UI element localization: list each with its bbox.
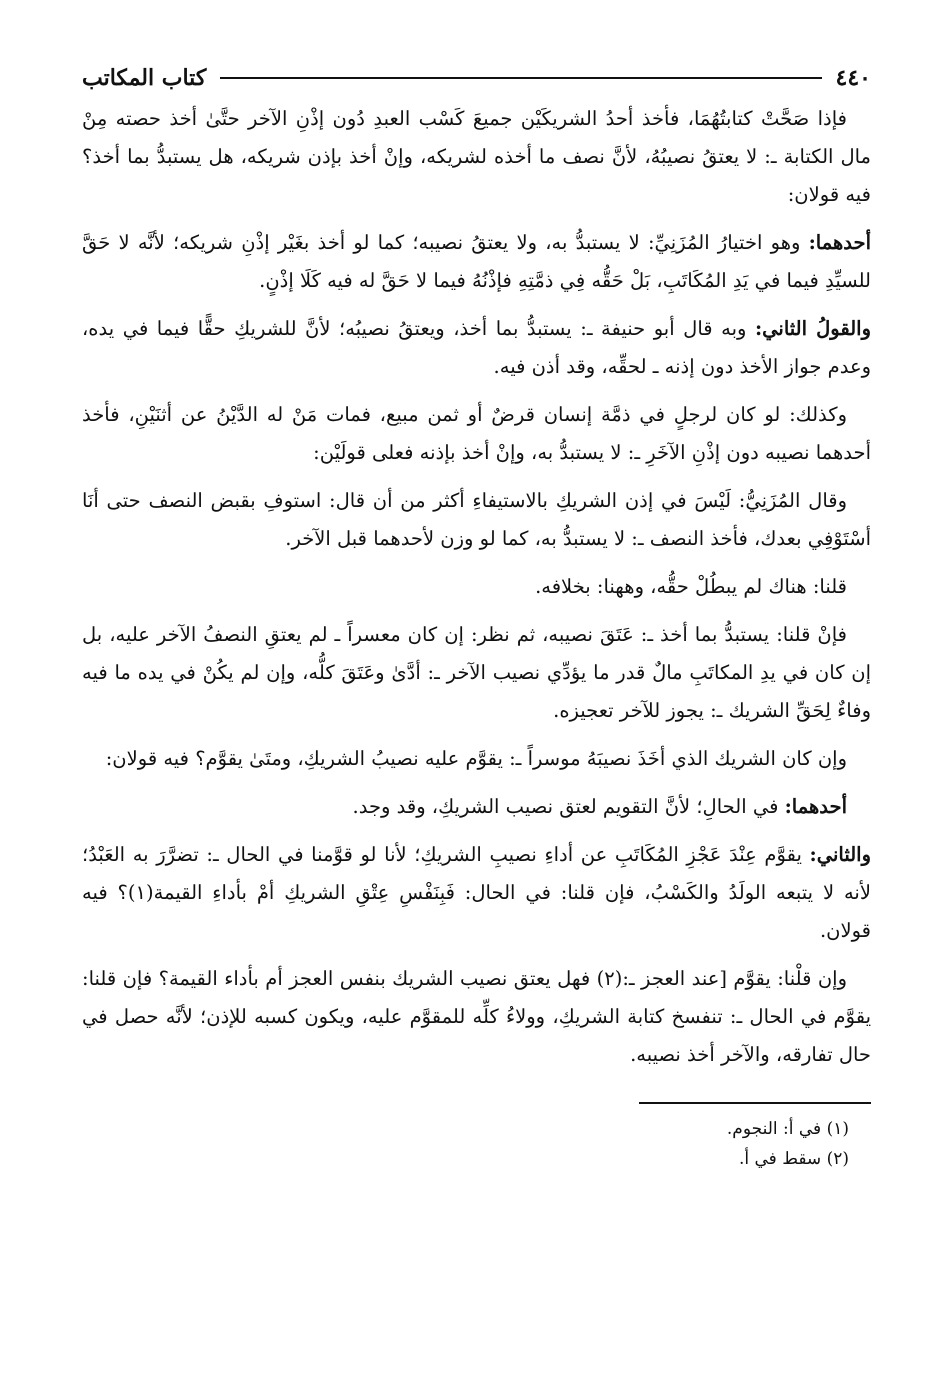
paragraph: [82, 396, 871, 472]
paragraph-text: وهو اختيارُ المُزَنِيِّ: لا يستبدُّ به، ولا يعتقُ نصيبه؛ كما لو أخذ بغَيْر إذْنِ شريكه؛ لأنَّه لا حَقَّ للسيِّدِ فيما في يَدِ المُكَاتَبِ، بَلْ حَقُّه فِي ذمَّتِهِ فإذْنُهُ فيما لا حَقَّ له فيه كَلَا إذْنٍ.: [82, 231, 871, 292]
paragraph-text: يقوَّم عِنْدَ عَجْزِ المُكَاتَبِ عن أداءِ نصيبِ الشريكِ؛ لأنا لو قوَّمنا في الحال ـ: تضرَّرَ به العَبْدُ؛ لأنه لا يتبعه الولَدُ والكَسْبُ، فإن قلنا: في الحال: فَبِنَفْسِ عِتْقِ الشريكِ أمْ بأداءِ القيمة(١)؟ فيه قولان.: [82, 843, 871, 942]
paragraph: [82, 310, 871, 386]
paragraph-lead: أحدهما:: [808, 231, 871, 254]
book-title: كتاب المكاتب: [82, 65, 207, 91]
footnote: (٢) سقط في أ.: [738, 1149, 849, 1169]
paragraph: [82, 100, 871, 214]
paragraph-text: وإن قلْنا: يقوَّم [عند العجز ـ:(٢) فهل يعتق نصيب الشريك بنفس العجز أم بأداء القيمة؟ فإن قلنا: يقوَّم في الحال ـ: تنفسخ كتابة الشريكِ، وولاءُ كلِّه للمقوَّم عليه، ويكون كسبه للإذن؛ لأنَّه حصل في حال تفارقه، والآخر أخذ نصيبه.: [82, 967, 871, 1066]
page-number: ٤٤٠: [835, 65, 871, 91]
paragraph-text: فإذا صَحَّتْ كتابتُهُمَا، فأخذ أحدُ الشريكَيْن جميعَ كَسْب العبدِ دُون إذْنِ الآخر حتَّىٰ أخذ حصته مِنْ مال الكتابة ـ: لا يعتقُ نصيبُهُ، لأنَّ نصف ما أخذه لشريكه، وإنْ أخذ بإذن شريكه، هل يستبدُّ بما أخذ؟ فيه قولان:: [82, 107, 871, 206]
paragraph-text: وكذلك: لو كان لرجلٍ في ذمَّة إنسان قرضٌ أو ثمن مبيع، فمات مَنْ له الدَّيْنُ عن أثنَيْنِ، فأخذ أحدهما نصيبه دون إذْنِ الآخَرِ ـ: لا يستبدُّ به، وإنْ أخذ بإذنه فعلى قولَيْن:: [82, 403, 871, 464]
paragraph-text: وإن كان الشريك الذي أخَذَ نصيبَهُ موسراً ـ: يقوَّم عليه نصيبُ الشريكِ، ومتَىٰ يقوَّم؟ فيه قولان:: [105, 747, 847, 770]
running-head: [82, 58, 871, 98]
paragraph-lead: أحدهما:: [784, 795, 847, 818]
paragraph-lead: والقولُ الثاني:: [754, 317, 871, 340]
paragraph-lead: والثاني:: [809, 843, 871, 866]
paragraph-text: في الحالِ؛ لأنَّ التقويم لعتق نصيب الشريكِ، وقد وجد.: [352, 795, 785, 818]
footnote-separator: [639, 1102, 871, 1104]
paragraph: [82, 616, 871, 730]
paragraph: [82, 482, 871, 558]
paragraph: [82, 788, 871, 826]
body-text: [82, 100, 871, 1074]
paragraph: [82, 740, 871, 778]
paragraph-text: فإنْ قلنا: يستبدُّ بما أخذ ـ: عَتَقَ نصيبه، ثم نظر: إن كان معسراً ـ لم يعتقِ النصفُ الآخر عليه، بل إن كان في يدِ المكاتَبِ مالٌ قدر ما يؤدِّي نصيب الآخر ـ: أدَّىٰ وعَتَقَ كلُّه، وإن لم يكُنْ في يده ما فيه وفاءٌ لِحَقِّ الشريك ـ: يجوز للآخر تعجيزه.: [82, 623, 871, 722]
footnotes: [82, 1114, 871, 1174]
header-rule: [220, 77, 821, 79]
paragraph: [82, 960, 871, 1074]
paragraph-text: وبه قال أبو حنيفة ـ: يستبدُّ بما أخذ، ويعتقُ نصيبُه؛ لأنَّ للشريكِ حقًّا فيما في يده، وعدم جواز الأخذ دون إذنه ـ لحقِّه، وقد أذن فيه.: [82, 317, 871, 378]
paragraph: [82, 224, 871, 300]
paragraph-text: قلنا: هناك لم يبطُلْ حقُّه، وههنا: بخلافه.: [535, 575, 847, 598]
paragraph: [82, 836, 871, 950]
paragraph-text: وقال المُزَنِيُّ: لَيْسَ في إذن الشريكِ بالاستيفاءِ أكثر من أن قال: استوفِ بقبض النصف حتى أنَا أسْتَوْفِي بعدك، فأخذ النصف ـ: لا يستبدُّ به، كما لو وزن لأحدهما قبل الآخر.: [82, 489, 871, 550]
paragraph: [82, 568, 871, 606]
footnote: (١) في أ: النجوم.: [726, 1119, 849, 1139]
